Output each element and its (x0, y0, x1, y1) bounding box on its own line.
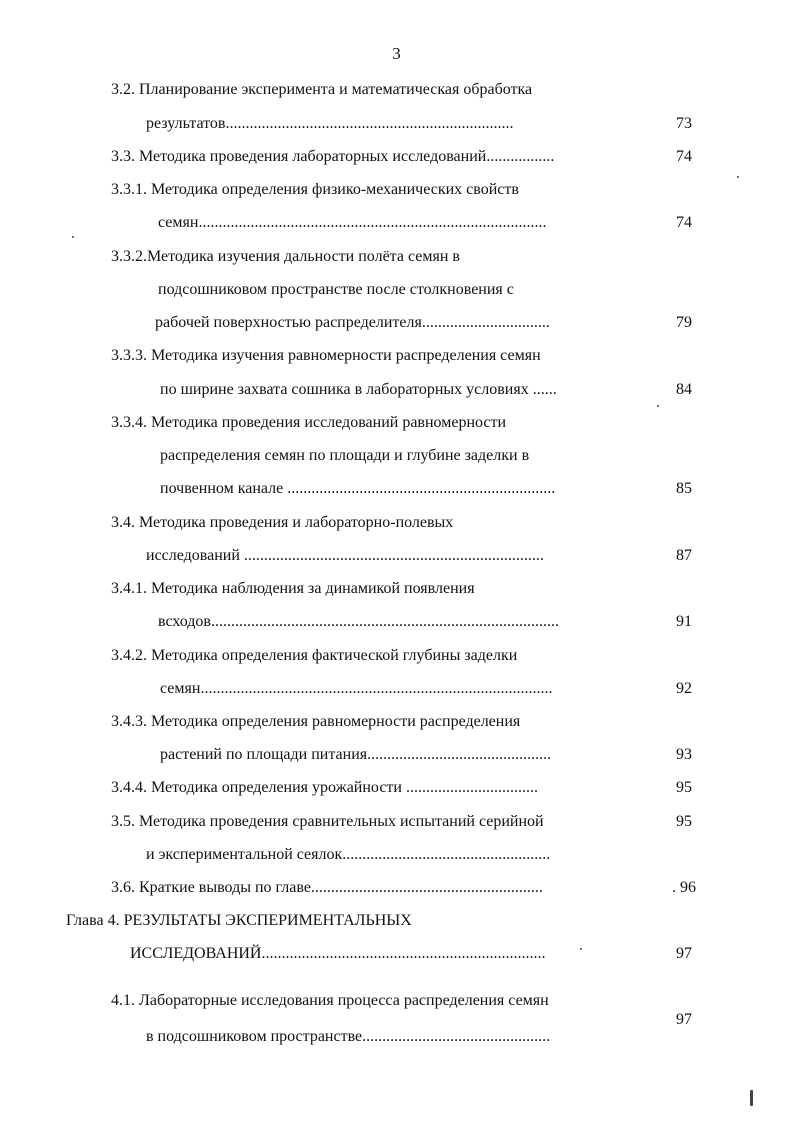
toc-page-number: 74 (676, 148, 692, 165)
toc-entry-line: 3.4.1. Методика наблюдения за динамикой появления (111, 580, 475, 597)
toc-page-number: 87 (676, 547, 692, 564)
toc-entry-line: в подсошниковом пространстве............................................... (146, 1028, 551, 1045)
toc-entry-line: 3.4. Методика проведения и лабораторно-полевых (111, 514, 454, 531)
toc-entry-line: 3.3. Методика проведения лабораторных исследований................. (111, 148, 555, 165)
toc-page-number: 95 (676, 813, 692, 830)
toc-entry-line: семян........................................................................................ (160, 680, 553, 697)
toc-entry-line: 3.3.3. Методика изучения равномерности распределения семян (111, 347, 541, 364)
toc-page-number: 84 (676, 381, 692, 398)
toc-entry-line: распределения семян по площади и глубине заделки в (160, 447, 530, 464)
page-number: 3 (392, 44, 401, 63)
toc-entry-line: 3.4.3. Методика определения равномерности распределения (111, 713, 521, 730)
scan-speck (580, 948, 582, 950)
toc-entry-line: растений по площади питания.............................................. (160, 746, 552, 763)
toc-page-number: . 96 (672, 879, 696, 896)
toc-page-number: 97 (676, 1011, 692, 1028)
toc-entry-line: 3.3.4. Методика проведения исследований равномерности (111, 414, 507, 431)
toc-entry-line: исследований ........................................................................... (146, 547, 544, 564)
scan-speck (737, 176, 739, 178)
toc-page-number: 85 (676, 480, 692, 497)
toc-entry-line: 4.1. Лабораторные исследования процесса распределения семян (111, 992, 549, 1009)
toc-entry-line: 3.4.2. Методика определения фактической глубины заделки (111, 647, 518, 664)
toc-page-number: 74 (676, 214, 692, 231)
scan-speck (72, 236, 74, 238)
toc-entry-line: по ширине захвата сошника в лабораторных условиях ...... (160, 381, 557, 398)
toc-entry-line: 3.3.2.Методика изучения дальности полёта семян в (111, 248, 460, 265)
toc-page-number: 97 (676, 945, 692, 962)
toc-entry-line: 3.4.4. Методика определения урожайности ................................. (111, 779, 538, 796)
toc-entry-line: всходов....................................................................................... (158, 613, 559, 630)
toc-entry-line: 3.6. Краткие выводы по главе.......................................................... (111, 879, 543, 896)
toc-entry-line: результатов........................................................................ (146, 115, 514, 132)
toc-entry-line: 3.2. Планирование эксперимента и математическая обработка (111, 81, 533, 98)
toc-entry-line: рабочей поверхностью распределителя................................ (155, 314, 550, 331)
toc-entry-line: семян....................................................................................... (158, 214, 547, 231)
scan-speck (657, 405, 659, 407)
toc-entry-line: 3.3.1. Методика определения физико-механических свойств (111, 181, 519, 198)
toc-page-number: 91 (676, 613, 692, 630)
scan-speck (750, 1090, 753, 1106)
toc-page-number: 93 (676, 746, 692, 763)
toc-entry-line: ИССЛЕДОВАНИЙ....................................................................... (130, 945, 546, 962)
toc-entry-line: подсошниковом пространстве после столкновения с (158, 281, 514, 298)
toc-chapter-heading: Глава 4. РЕЗУЛЬТАТЫ ЭКСПЕРИМЕНТАЛЬНЫХ (66, 912, 412, 929)
toc-page-number: 73 (676, 115, 692, 132)
toc-entry-line: 3.5. Методика проведения сравнительных испытаний серийной (111, 813, 544, 830)
toc-entry-line: почвенном канале ................................................................... (160, 480, 556, 497)
toc-entry-line: и экспериментальной сеялок.................................................... (146, 846, 551, 863)
toc-page-number: 95 (676, 779, 692, 796)
toc-page-number: 79 (676, 314, 692, 331)
toc-page-number: 92 (676, 680, 692, 697)
